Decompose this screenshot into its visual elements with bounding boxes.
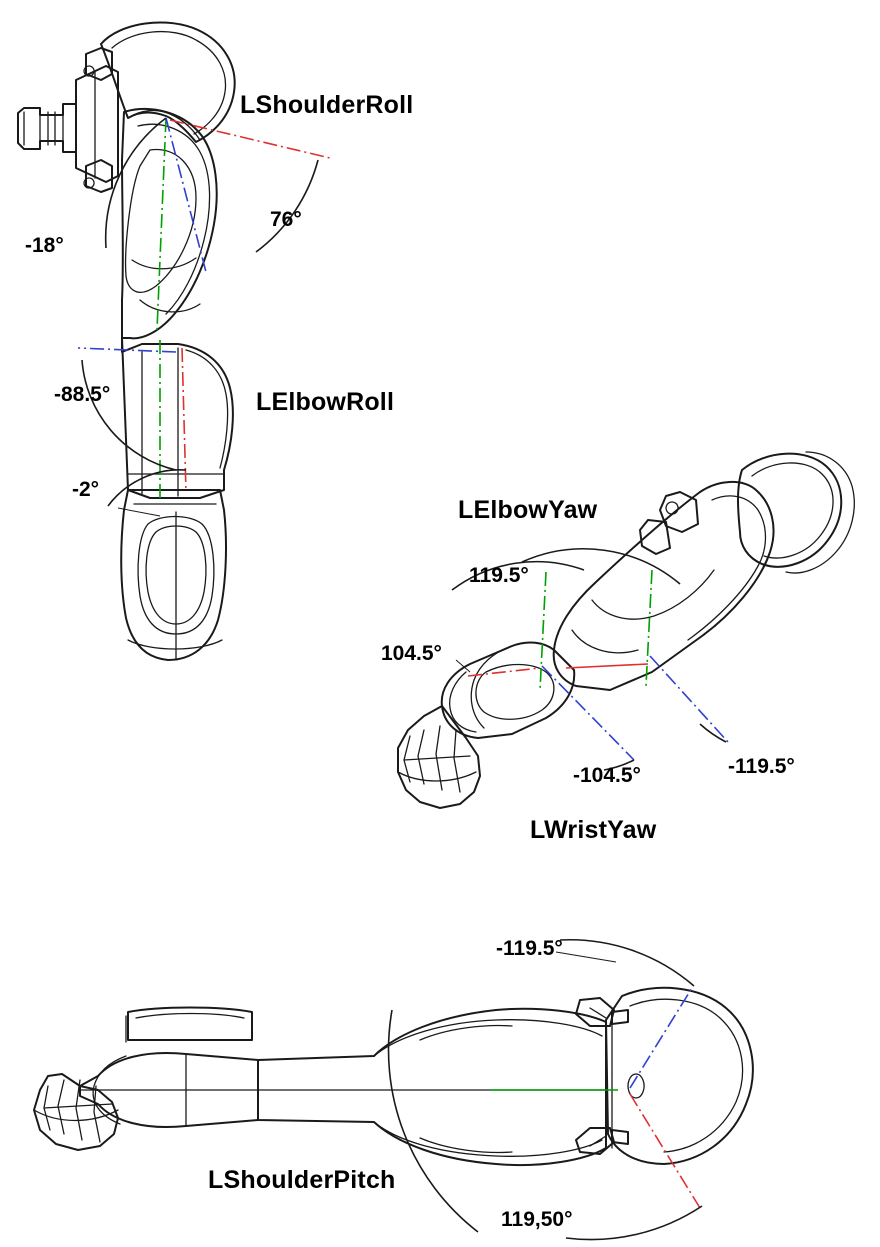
angle-shoulder-roll-min: -18° — [25, 234, 64, 257]
angle-elbow-roll-max: -2° — [72, 478, 100, 501]
angle-wrist-yaw-max: 104.5° — [381, 642, 442, 665]
label-lelbowyaw: LElbowYaw — [458, 496, 598, 524]
view-shoulder-pitch-drawing — [34, 937, 753, 1240]
label-lwristyaw: LWristYaw — [530, 816, 657, 844]
label-lshoulderpitch: LShoulderPitch — [208, 1166, 396, 1194]
angle-wrist-yaw-min: -104.5° — [573, 764, 641, 787]
angle-shoulder-pitch-min: -119.5° — [496, 937, 563, 960]
angle-shoulder-pitch-max: 119,50° — [501, 1208, 573, 1231]
label-lelbowroll: LElbowRoll — [256, 388, 395, 416]
label-lshoulderroll: LShoulderRoll — [240, 91, 414, 119]
angle-shoulder-roll-max: 76° — [270, 208, 302, 231]
angle-elbow-yaw-min: -119.5° — [728, 755, 795, 778]
angle-elbow-roll-min: -88.5° — [54, 383, 111, 406]
angle-elbow-yaw-max: 119.5° — [469, 564, 529, 587]
